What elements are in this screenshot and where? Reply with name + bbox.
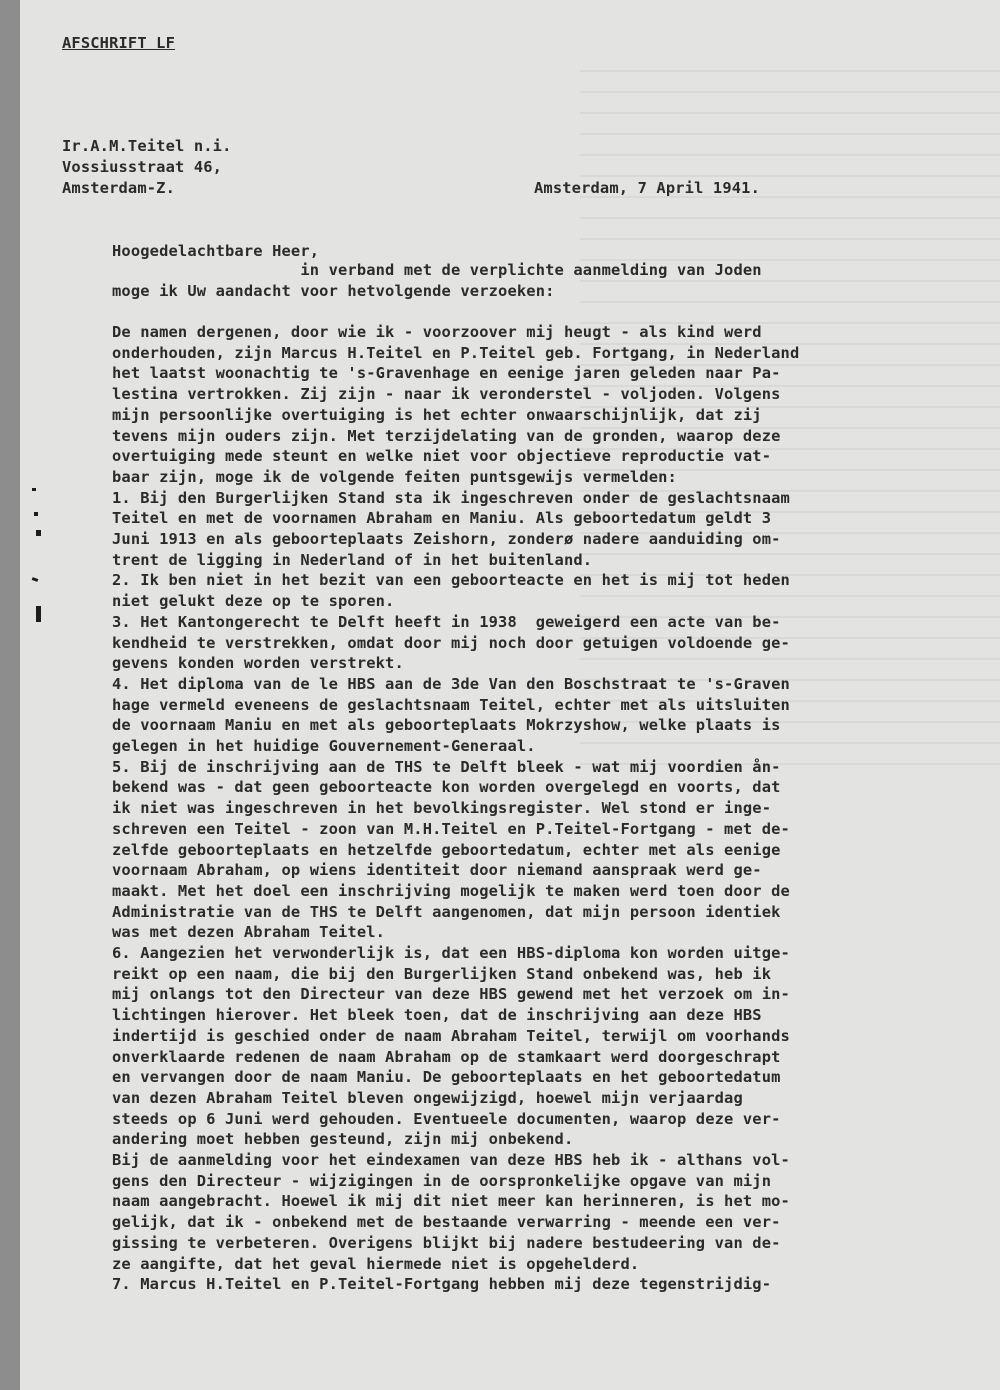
body-line: indertijd is geschied onder de naam Abraham Teitel, terwijl om voorhands	[112, 1026, 790, 1045]
body-line: naam aangebracht. Hoewel ik mij dit niet meer kan herinneren, is het mo-	[112, 1192, 790, 1211]
sender-city: Amsterdam-Z.	[62, 179, 175, 197]
sender-street: Vossiusstraat 46,	[62, 158, 223, 176]
body-line: baar zijn, moge ik de volgende feiten puntsgewijs vermelden:	[112, 467, 677, 486]
body-line: mij onlangs tot den Directeur van deze HBS gewend met het verzoek om in-	[112, 985, 790, 1004]
body-line: 1. Bij den Burgerlijken Stand sta ik ingeschreven onder de geslachtsnaam	[112, 488, 790, 507]
intro-line: in verband met de verplichte aanmelding van Joden	[112, 261, 762, 279]
body-line: 4. Het diploma van de le HBS aan de 3de Van den Boschstraat te 's-Graven	[112, 674, 790, 693]
body-line: maakt. Met het doel een inschrijving mogelijk te maken werd toen door de	[112, 881, 790, 900]
body-line: niet gelukt deze op te sporen.	[112, 592, 395, 611]
body-line: kendheid te verstrekken, omdat door mij noch door getuigen voldoende ge-	[112, 633, 790, 652]
body-line: van dezen Abraham Teitel bleven ongewijzigd, hoewel mijn verjaardag	[112, 1088, 743, 1107]
body-line: en vervangen door de naam Maniu. De geboorteplaats en het geboortedatum	[112, 1068, 781, 1087]
body-line: gelegen in het huidige Gouvernement-Generaal.	[112, 737, 536, 755]
body-line: reikt op een naam, die bij den Burgerlijken Stand onbekend was, heb ik	[112, 964, 772, 983]
sender-name: Ir.A.M.Teitel n.i.	[62, 137, 232, 155]
body-line: lestina vertrokken. Zij zijn - naar ik veronderstel - voljoden. Volgens	[112, 385, 781, 404]
body-line: gelijk, dat ik - onbekend met de bestaande verwarring - meende een ver-	[112, 1213, 781, 1232]
body-line: 6. Aangezien het verwonderlijk is, dat een HBS-diploma kon worden uitge-	[112, 944, 790, 962]
body-line: voornaam Abraham, op wiens identiteit door niemand aanspraak werd ge-	[112, 861, 762, 880]
body-line: andering moet hebben gesteund, zijn mij onbekend.	[112, 1130, 574, 1149]
body-line: gissing te verbeteren. Overigens blijkt bij nadere bestudeering van de-	[112, 1233, 781, 1252]
letter-page	[20, 0, 1000, 1390]
intro-line: moge ik Uw aandacht voor hetvolgende verzoeken:	[112, 282, 555, 300]
body-line: schreven een Teitel - zoon van M.H.Teitel en P.Teitel-Fortgang - met de-	[112, 819, 790, 838]
body-line: het laatst woonachtig te 's-Gravenhage en eenige jaren geleden naar Pa-	[112, 364, 781, 383]
document-header: AFSCHRIFT LF	[62, 34, 175, 52]
body-line: ze aangifte, dat het geval hiermede niet is opgehelderd.	[112, 1254, 640, 1273]
body-line: steeds op 6 Juni werd gehouden. Eventueele documenten, waarop deze ver-	[112, 1109, 781, 1128]
body-line: gens den Directeur - wijzigingen in de oorspronkelijke opgave van mijn	[112, 1171, 772, 1190]
place-date: Amsterdam, 7 April 1941.	[534, 179, 760, 197]
body-line: lichtingen hierover. Het bleek toen, dat de inschrijving aan deze HBS	[112, 1006, 762, 1025]
body-line: trent de ligging in Nederland of in het buitenland.	[112, 550, 593, 569]
body-line: was met dezen Abraham Teitel.	[112, 923, 386, 942]
body-line: 2. Ik ben niet in het bezit van een geboorteacte en het is mij tot heden	[112, 571, 790, 590]
body-line: onverklaarde redenen de naam Abraham op de stamkaart werd doorgeschrapt	[112, 1047, 781, 1066]
body-line: tevens mijn ouders zijn. Met terzijdelating van de gronden, waarop deze	[112, 426, 781, 445]
body-line: zelfde geboorteplaats en hetzelfde geboortedatum, echter met als eenige	[112, 840, 781, 859]
body-line: ik niet was ingeschreven in het bevolkingsregister. Wel stond er inge-	[112, 799, 772, 818]
salutation: Hoogedelachtbare Heer,	[112, 242, 320, 260]
body-line: 5. Bij de inschrijving aan de THS te Delft bleek - wat mij voordien ån-	[112, 757, 781, 776]
body-line: mijn persoonlijke overtuiging is het echter onwaarschijnlijk, dat zij	[112, 405, 762, 424]
body-line: Teitel en met de voornamen Abraham en Maniu. Als geboortedatum geldt 3	[112, 509, 772, 528]
body-line: gevens konden worden verstrekt.	[112, 654, 404, 673]
body-line: overtuiging mede steunt en welke niet voor objectieve reproductie vat-	[112, 447, 772, 466]
body-line: Bij de aanmelding voor het eindexamen van deze HBS heb ik - althans vol-	[112, 1151, 790, 1169]
body-line: 7. Marcus H.Teitel en P.Teitel-Fortgang hebben mij deze tegenstrijdig-	[112, 1275, 772, 1294]
body-line: onderhouden, zijn Marcus H.Teitel en P.Teitel geb. Fortgang, in Nederland	[112, 343, 800, 362]
body-line: De namen dergenen, door wie ik - voorzoover mij heugt - als kind werd	[112, 323, 762, 341]
body-line: hage vermeld eveneens de geslachtsnaam Teitel, echter met als uitsluiten	[112, 695, 790, 714]
body-line: de voornaam Maniu en met als geboorteplaats Mokrzyshow, welke plaats is	[112, 716, 781, 735]
body-line: Juni 1913 en als geboorteplaats Zeishorn, zonderø nadere aanduiding om-	[112, 530, 781, 548]
body-line: Administratie van de THS te Delft aangenomen, dat mijn persoon identiek	[112, 902, 781, 921]
body-line: 3. Het Kantongerecht te Delft heeft in 1938 geweigerd een acte van be-	[112, 612, 781, 631]
body-line: bekend was - dat geen geboorteacte kon worden overgelegd en voorts, dat	[112, 778, 781, 797]
